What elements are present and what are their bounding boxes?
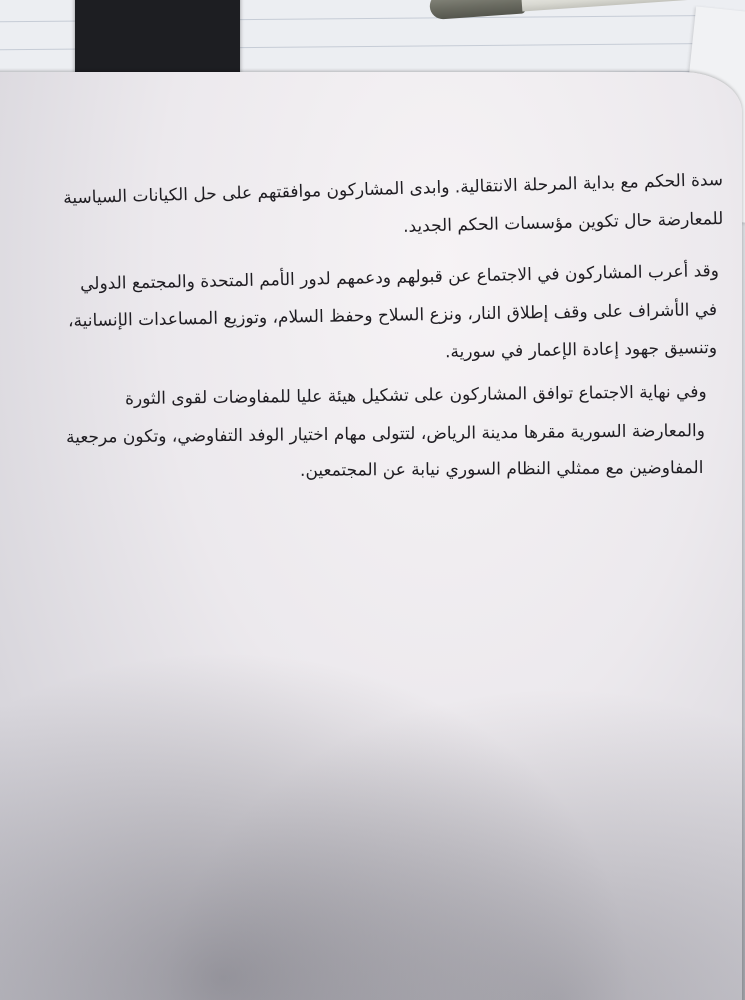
paragraph-1-line-1: سدة الحكم مع بداية المرحلة الانتقالية. وابدى المشاركون موافقتهم على حل الكيانات السياسية — [62, 170, 724, 209]
paragraph-2-line-2: في الأشراف على وقف إطلاق النار، ونزع السلاح وحفظ السلام، وتوزيع المساعدات الإنسانية، — [67, 300, 718, 332]
paragraph-2-line-1: وقد أعرب المشاركون في الاجتماع عن قبولهم ودعمهم لدور الأمم المتحدة والمجتمع الدولي — [80, 261, 720, 295]
paragraph-3-line-2: والمعارضة السورية مقرها مدينة الرياض، لتتولى مهام اختيار الوفد التفاوضي، وتكون مرجعية — [66, 421, 706, 448]
paragraph-3-line-3: المفاوضين مع ممثلي النظام السوري نيابة عن المجتمعين. — [299, 458, 704, 481]
paragraph-3-line-1: وفي نهاية الاجتماع توافق المشاركون على تشكيل هيئة عليا للمفاوضات لقوى الثورة — [125, 382, 708, 410]
paragraph-2-line-3: وتنسيق جهود إعادة الإعمار في سورية. — [444, 338, 718, 363]
paragraph-1-line-2: للمعارضة حال تكوين مؤسسات الحكم الجديد. — [402, 209, 724, 237]
